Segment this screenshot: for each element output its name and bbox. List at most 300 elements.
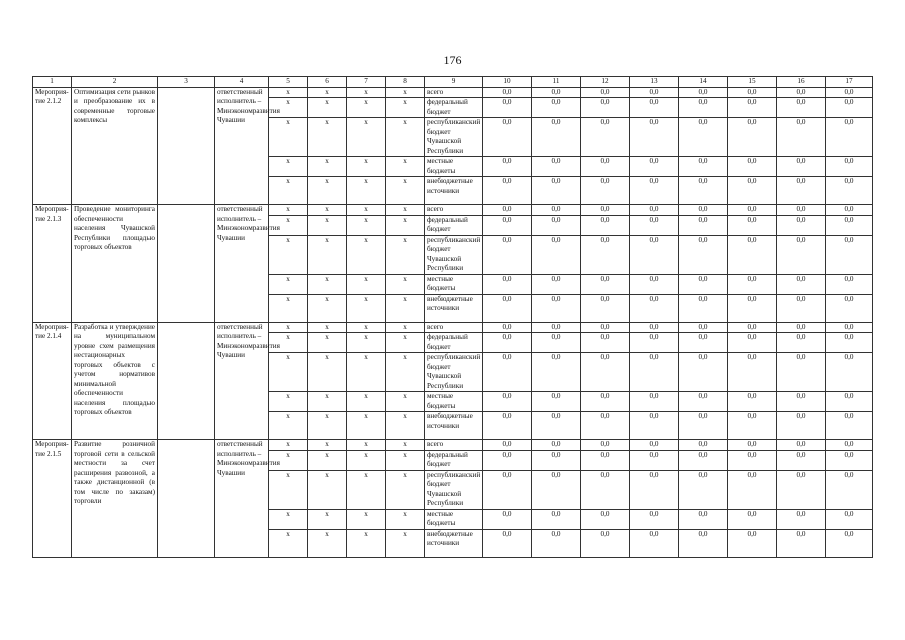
value-cell: 0,0 [777,353,826,392]
code-cell: x [386,235,425,274]
code-cell: x [308,215,347,235]
code-cell: x [386,118,425,157]
value-cell: 0,0 [679,450,728,470]
value-cell: 0,0 [532,529,581,557]
measure-executor: ответственный исполнитель – Минэкономразвития Чувашии [215,322,269,440]
code-cell: x [386,450,425,470]
funding-source: местные бюджеты [425,274,483,294]
code-cell: x [269,440,308,451]
table-row [33,440,873,451]
code-cell: x [386,215,425,235]
value-cell: 0,0 [581,440,630,451]
value-cell: 0,0 [581,118,630,157]
value-cell: 0,0 [483,412,532,440]
code-cell: x [386,98,425,118]
value-cell: 0,0 [483,322,532,333]
value-cell: 0,0 [826,274,873,294]
value-cell: 0,0 [581,509,630,529]
value-cell: 0,0 [679,98,728,118]
value-cell: 0,0 [532,235,581,274]
column-number: 6 [308,77,347,88]
value-cell: 0,0 [532,412,581,440]
code-cell: x [347,353,386,392]
value-cell: 0,0 [532,322,581,333]
value-cell: 0,0 [728,177,777,205]
column-number: 17 [826,77,873,88]
value-cell: 0,0 [581,205,630,216]
value-cell: 0,0 [728,98,777,118]
value-cell: 0,0 [777,392,826,412]
value-cell: 0,0 [483,205,532,216]
code-cell: x [347,322,386,333]
value-cell: 0,0 [581,177,630,205]
measure-executor: ответственный исполнитель – Минэкономразвития Чувашии [215,87,269,205]
code-cell: x [308,294,347,322]
code-cell: x [308,470,347,509]
value-cell: 0,0 [777,157,826,177]
funding-source: республиканский бюджет Чувашской Республики [425,470,483,509]
code-cell: x [347,294,386,322]
value-cell: 0,0 [483,294,532,322]
value-cell: 0,0 [630,509,679,529]
value-cell: 0,0 [679,333,728,353]
value-cell: 0,0 [483,440,532,451]
code-cell: x [347,205,386,216]
value-cell: 0,0 [630,274,679,294]
code-cell: x [269,470,308,509]
code-cell: x [308,157,347,177]
column-number: 16 [777,77,826,88]
value-cell: 0,0 [532,205,581,216]
funding-source: федеральный бюджет [425,215,483,235]
value-cell: 0,0 [826,529,873,557]
code-cell: x [347,87,386,98]
value-cell: 0,0 [777,205,826,216]
code-cell: x [386,274,425,294]
value-cell: 0,0 [630,529,679,557]
value-cell: 0,0 [826,235,873,274]
value-cell: 0,0 [826,353,873,392]
column-number: 13 [630,77,679,88]
column-number: 12 [581,77,630,88]
funding-source: внебюджетные источники [425,529,483,557]
value-cell: 0,0 [483,87,532,98]
value-cell: 0,0 [777,177,826,205]
code-cell: x [308,87,347,98]
value-cell: 0,0 [581,157,630,177]
code-cell: x [347,274,386,294]
code-cell: x [347,509,386,529]
value-cell: 0,0 [581,333,630,353]
value-cell: 0,0 [679,177,728,205]
column-number: 7 [347,77,386,88]
code-cell: x [347,215,386,235]
value-cell: 0,0 [679,353,728,392]
value-cell: 0,0 [728,235,777,274]
measure-title: Проведение мониторинга обеспеченности населения Чувашской Республики площадью торговых объектов [72,205,158,323]
value-cell: 0,0 [532,118,581,157]
code-cell: x [308,177,347,205]
value-cell: 0,0 [728,322,777,333]
value-cell: 0,0 [483,333,532,353]
column-number: 5 [269,77,308,88]
value-cell: 0,0 [581,392,630,412]
value-cell: 0,0 [532,87,581,98]
code-cell: x [386,529,425,557]
code-cell: x [386,392,425,412]
funding-source: федеральный бюджет [425,450,483,470]
code-cell: x [269,98,308,118]
code-cell: x [269,87,308,98]
value-cell: 0,0 [679,274,728,294]
value-cell: 0,0 [777,529,826,557]
column-number: 14 [679,77,728,88]
value-cell: 0,0 [483,274,532,294]
value-cell: 0,0 [483,215,532,235]
value-cell: 0,0 [777,440,826,451]
value-cell: 0,0 [826,470,873,509]
participant-cell [158,322,215,440]
value-cell: 0,0 [532,215,581,235]
code-cell: x [308,98,347,118]
participant-cell [158,87,215,205]
value-cell: 0,0 [679,440,728,451]
value-cell: 0,0 [630,450,679,470]
column-number: 10 [483,77,532,88]
code-cell: x [269,205,308,216]
value-cell: 0,0 [728,412,777,440]
funding-source: местные бюджеты [425,157,483,177]
code-cell: x [347,235,386,274]
value-cell: 0,0 [826,333,873,353]
code-cell: x [386,509,425,529]
code-cell: x [308,118,347,157]
value-cell: 0,0 [728,529,777,557]
value-cell: 0,0 [532,353,581,392]
value-cell: 0,0 [728,333,777,353]
value-cell: 0,0 [777,98,826,118]
value-cell: 0,0 [679,205,728,216]
value-cell: 0,0 [728,215,777,235]
value-cell: 0,0 [581,322,630,333]
value-cell: 0,0 [679,322,728,333]
value-cell: 0,0 [532,450,581,470]
value-cell: 0,0 [483,235,532,274]
value-cell: 0,0 [630,205,679,216]
value-cell: 0,0 [728,353,777,392]
code-cell: x [347,98,386,118]
value-cell: 0,0 [483,98,532,118]
code-cell: x [347,157,386,177]
value-cell: 0,0 [826,509,873,529]
value-cell: 0,0 [826,177,873,205]
value-cell: 0,0 [826,412,873,440]
value-cell: 0,0 [532,440,581,451]
code-cell: x [269,529,308,557]
value-cell: 0,0 [630,118,679,157]
code-cell: x [308,322,347,333]
value-cell: 0,0 [826,98,873,118]
code-cell: x [386,333,425,353]
value-cell: 0,0 [679,87,728,98]
value-cell: 0,0 [581,87,630,98]
code-cell: x [269,177,308,205]
code-cell: x [269,509,308,529]
value-cell: 0,0 [532,157,581,177]
value-cell: 0,0 [777,294,826,322]
value-cell: 0,0 [826,392,873,412]
code-cell: x [308,205,347,216]
value-cell: 0,0 [777,509,826,529]
value-cell: 0,0 [630,392,679,412]
value-cell: 0,0 [826,118,873,157]
value-cell: 0,0 [483,529,532,557]
code-cell: x [269,353,308,392]
column-number: 3 [158,77,215,88]
value-cell: 0,0 [777,235,826,274]
funding-source: республиканский бюджет Чувашской Республики [425,353,483,392]
value-cell: 0,0 [679,529,728,557]
measure-executor: ответственный исполнитель – Минэкономразвития Чувашии [215,205,269,323]
value-cell: 0,0 [581,215,630,235]
value-cell: 0,0 [679,118,728,157]
code-cell: x [308,509,347,529]
table-body [33,77,873,558]
measure-id: Мероприятие 2.1.4 [33,322,72,440]
value-cell: 0,0 [728,440,777,451]
funding-source: местные бюджеты [425,392,483,412]
value-cell: 0,0 [728,392,777,412]
value-cell: 0,0 [630,353,679,392]
value-cell: 0,0 [728,274,777,294]
funding-source: всего [425,205,483,216]
measure-executor: ответственный исполнитель – Минэкономразвития Чувашии [215,440,269,558]
table-row [33,205,873,216]
value-cell: 0,0 [483,509,532,529]
code-cell: x [386,353,425,392]
value-cell: 0,0 [630,470,679,509]
participant-cell [158,205,215,323]
value-cell: 0,0 [532,392,581,412]
code-cell: x [347,470,386,509]
column-number: 4 [215,77,269,88]
value-cell: 0,0 [777,450,826,470]
code-cell: x [269,157,308,177]
value-cell: 0,0 [483,392,532,412]
value-cell: 0,0 [679,470,728,509]
value-cell: 0,0 [826,322,873,333]
value-cell: 0,0 [826,87,873,98]
code-cell: x [269,118,308,157]
measure-title: Разработка и утверждение на муниципальном уровне схем размещения нестационарных торговых объектов с учетом нормативов минимальной обеспеченности населения площадью торговых объектов [72,322,158,440]
code-cell: x [308,274,347,294]
code-cell: x [347,412,386,440]
column-number-row [33,77,873,88]
value-cell: 0,0 [581,98,630,118]
code-cell: x [269,392,308,412]
budget-table [32,76,873,558]
funding-source: местные бюджеты [425,509,483,529]
value-cell: 0,0 [532,294,581,322]
value-cell: 0,0 [581,529,630,557]
value-cell: 0,0 [728,509,777,529]
value-cell: 0,0 [532,177,581,205]
value-cell: 0,0 [679,235,728,274]
code-cell: x [347,177,386,205]
code-cell: x [308,353,347,392]
value-cell: 0,0 [679,157,728,177]
value-cell: 0,0 [483,157,532,177]
value-cell: 0,0 [679,294,728,322]
value-cell: 0,0 [826,215,873,235]
value-cell: 0,0 [532,274,581,294]
code-cell: x [386,205,425,216]
funding-source: внебюджетные источники [425,177,483,205]
funding-source: всего [425,440,483,451]
measure-title: Оптимизация сети рынков и преобразование их в современные торговые комплексы [72,87,158,205]
value-cell: 0,0 [581,353,630,392]
value-cell: 0,0 [581,470,630,509]
value-cell: 0,0 [483,353,532,392]
value-cell: 0,0 [532,509,581,529]
value-cell: 0,0 [777,333,826,353]
value-cell: 0,0 [581,412,630,440]
code-cell: x [386,440,425,451]
code-cell: x [269,450,308,470]
code-cell: x [308,529,347,557]
funding-source: внебюджетные источники [425,412,483,440]
value-cell: 0,0 [630,322,679,333]
funding-source: всего [425,87,483,98]
table-row [33,87,873,98]
column-number: 11 [532,77,581,88]
value-cell: 0,0 [679,412,728,440]
code-cell: x [347,440,386,451]
code-cell: x [347,118,386,157]
value-cell: 0,0 [826,294,873,322]
code-cell: x [269,322,308,333]
value-cell: 0,0 [581,235,630,274]
code-cell: x [386,470,425,509]
value-cell: 0,0 [532,333,581,353]
code-cell: x [308,440,347,451]
value-cell: 0,0 [630,215,679,235]
code-cell: x [308,333,347,353]
code-cell: x [308,392,347,412]
value-cell: 0,0 [532,98,581,118]
column-number: 2 [72,77,158,88]
value-cell: 0,0 [728,205,777,216]
value-cell: 0,0 [777,87,826,98]
value-cell: 0,0 [679,509,728,529]
value-cell: 0,0 [630,333,679,353]
page-number: 176 [443,53,462,67]
value-cell: 0,0 [532,470,581,509]
table-row [33,322,873,333]
code-cell: x [386,157,425,177]
value-cell: 0,0 [630,98,679,118]
measure-id: Мероприятие 2.1.2 [33,87,72,205]
code-cell: x [386,87,425,98]
value-cell: 0,0 [630,177,679,205]
value-cell: 0,0 [483,177,532,205]
value-cell: 0,0 [581,294,630,322]
code-cell: x [386,294,425,322]
code-cell: x [269,333,308,353]
measure-id: Мероприятие 2.1.3 [33,205,72,323]
value-cell: 0,0 [581,450,630,470]
code-cell: x [308,235,347,274]
value-cell: 0,0 [728,118,777,157]
value-cell: 0,0 [679,215,728,235]
value-cell: 0,0 [777,215,826,235]
value-cell: 0,0 [483,450,532,470]
funding-source: республиканский бюджет Чувашской Республики [425,118,483,157]
code-cell: x [347,450,386,470]
code-cell: x [347,333,386,353]
value-cell: 0,0 [630,157,679,177]
value-cell: 0,0 [630,235,679,274]
value-cell: 0,0 [826,450,873,470]
code-cell: x [269,294,308,322]
code-cell: x [269,412,308,440]
funding-source: федеральный бюджет [425,333,483,353]
value-cell: 0,0 [728,294,777,322]
value-cell: 0,0 [483,470,532,509]
code-cell: x [269,215,308,235]
funding-source: республиканский бюджет Чувашской Республики [425,235,483,274]
value-cell: 0,0 [630,440,679,451]
funding-source: федеральный бюджет [425,98,483,118]
value-cell: 0,0 [777,470,826,509]
code-cell: x [308,412,347,440]
code-cell: x [269,274,308,294]
value-cell: 0,0 [826,440,873,451]
value-cell: 0,0 [777,118,826,157]
value-cell: 0,0 [826,157,873,177]
code-cell: x [386,177,425,205]
value-cell: 0,0 [777,412,826,440]
measure-title: Развитие розничной торговой сети в сельской местности за счет расширения развозной, а также дистанционной (в том числе по заказам) торговли [72,440,158,558]
value-cell: 0,0 [483,118,532,157]
value-cell: 0,0 [630,87,679,98]
column-number: 9 [425,77,483,88]
column-number: 1 [33,77,72,88]
value-cell: 0,0 [777,274,826,294]
value-cell: 0,0 [728,87,777,98]
column-number: 8 [386,77,425,88]
value-cell: 0,0 [581,274,630,294]
code-cell: x [308,450,347,470]
measure-id: Мероприятие 2.1.5 [33,440,72,558]
column-number: 15 [728,77,777,88]
code-cell: x [347,529,386,557]
code-cell: x [386,412,425,440]
value-cell: 0,0 [728,470,777,509]
value-cell: 0,0 [826,205,873,216]
participant-cell [158,440,215,558]
value-cell: 0,0 [630,412,679,440]
value-cell: 0,0 [728,450,777,470]
code-cell: x [386,322,425,333]
funding-source: всего [425,322,483,333]
funding-source: внебюджетные источники [425,294,483,322]
code-cell: x [347,392,386,412]
value-cell: 0,0 [777,322,826,333]
value-cell: 0,0 [679,392,728,412]
value-cell: 0,0 [630,294,679,322]
code-cell: x [269,235,308,274]
